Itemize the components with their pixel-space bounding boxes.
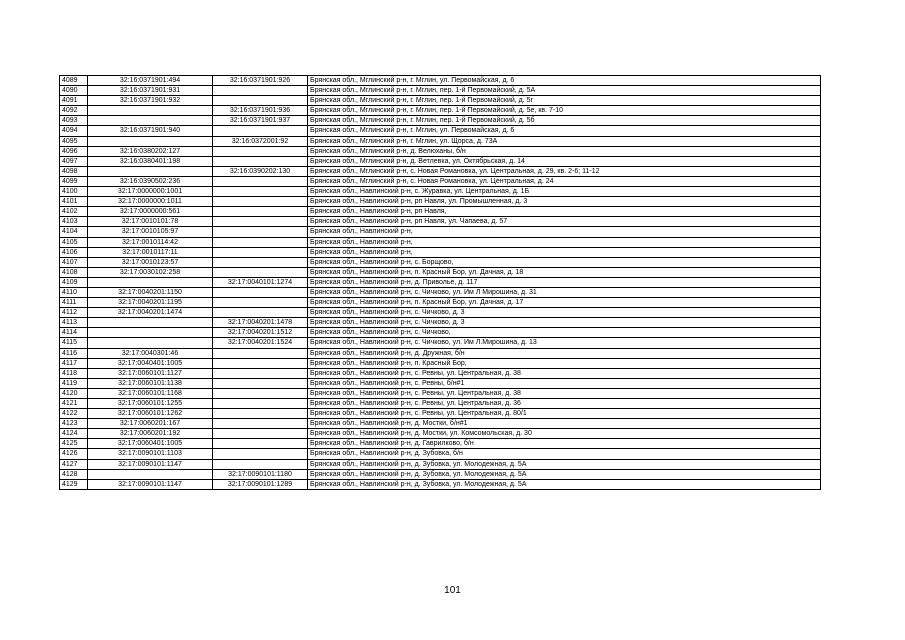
row-number-cell: 4102 (60, 207, 88, 217)
cadastral-number-secondary-cell (213, 348, 308, 358)
address-cell: Брянская обл., Навлинский р-н, с. Ревны, б/н#1 (308, 378, 821, 388)
address-cell: Брянская обл., Навлинский р-н, д. Мостки, б/н#1 (308, 419, 821, 429)
address-cell: Брянская обл., Навлинский р-н, д. Зубовка, ул. Молодежная, д. 5А (308, 479, 821, 489)
cadastral-number-secondary-cell: 32:17:0090101:1289 (213, 479, 308, 489)
address-cell: Брянская обл., Навлинский р-н, с. Ревны, ул. Центральная, д. 80/1 (308, 409, 821, 419)
cadastral-number-secondary-cell (213, 439, 308, 449)
cadastral-number-secondary-cell (213, 368, 308, 378)
row-number-cell: 4095 (60, 136, 88, 146)
address-cell: Брянская обл., Навлинский р-н, п. Красный Бор, ул. Дачная, д. 17 (308, 298, 821, 308)
table-row (60, 247, 821, 257)
table-row (60, 409, 821, 419)
cadastral-number-secondary-cell (213, 217, 308, 227)
cadastral-number-cell (88, 106, 213, 116)
cadastral-number-secondary-cell (213, 459, 308, 469)
cadastral-number-cell: 32:17:0060201:167 (88, 419, 213, 429)
address-cell: Брянская обл., Навлинский р-н, с. Ревны, ул. Центральная, д. 38 (308, 388, 821, 398)
table-row (60, 267, 821, 277)
cadastral-number-cell: 32:17:0010123:57 (88, 257, 213, 267)
row-number-cell: 4093 (60, 116, 88, 126)
cadastral-number-secondary-cell: 32:16:0371901:926 (213, 76, 308, 86)
cadastral-number-cell: 32:17:0090101:1147 (88, 479, 213, 489)
address-cell: Брянская обл., Навлинский р-н, п. Красный Бор, ул. Дачная, д. 18 (308, 267, 821, 277)
table-row (60, 156, 821, 166)
row-number-cell: 4112 (60, 308, 88, 318)
cadastral-number-cell: 32:16:0371901:931 (88, 86, 213, 96)
address-cell: Брянская обл., Навлинский р-н, д. Зубовка, ул. Молодежная, д. 5А (308, 459, 821, 469)
address-cell: Брянская обл., Мглинский р-н, д. Велюханы, б/н (308, 146, 821, 156)
address-cell: Брянская обл., Навлинский р-н, д. Приволье, д. 117 (308, 277, 821, 287)
row-number-cell: 4096 (60, 146, 88, 156)
table-row (60, 76, 821, 86)
cadastral-number-cell: 32:17:0040201:1150 (88, 287, 213, 297)
row-number-cell: 4097 (60, 156, 88, 166)
table-row (60, 399, 821, 409)
table-row (60, 479, 821, 489)
row-number-cell: 4098 (60, 166, 88, 176)
cadastral-number-secondary-cell (213, 126, 308, 136)
address-cell: Брянская обл., Мглинский р-н, с. Новая Романовка, ул. Центральная, д. 24 (308, 176, 821, 186)
cadastral-number-secondary-cell (213, 449, 308, 459)
cadastral-number-secondary-cell (213, 388, 308, 398)
row-number-cell: 4120 (60, 388, 88, 398)
row-number-cell: 4122 (60, 409, 88, 419)
cadastral-number-cell (88, 166, 213, 176)
cadastral-number-cell: 32:17:0010101:78 (88, 217, 213, 227)
cadastral-number-secondary-cell (213, 156, 308, 166)
address-cell: Брянская обл., Навлинский р-н, с. Борщово, (308, 257, 821, 267)
cadastral-number-secondary-cell (213, 96, 308, 106)
row-number-cell: 4124 (60, 429, 88, 439)
address-cell: Брянская обл., Навлинский р-н, (308, 247, 821, 257)
row-number-cell: 4129 (60, 479, 88, 489)
table-row (60, 106, 821, 116)
cadastral-number-cell: 32:17:0090101:1103 (88, 449, 213, 459)
cadastral-number-cell: 32:17:0010105:97 (88, 227, 213, 237)
row-number-cell: 4107 (60, 257, 88, 267)
row-number-cell: 4108 (60, 267, 88, 277)
address-cell: Брянская обл., Навлинский р-н, п. Красный Бор, (308, 358, 821, 368)
table-row (60, 388, 821, 398)
cadastral-number-cell: 32:17:0000000:561 (88, 207, 213, 217)
row-number-cell: 4089 (60, 76, 88, 86)
cadastral-number-cell (88, 469, 213, 479)
cadastral-number-cell (88, 136, 213, 146)
cadastral-number-secondary-cell (213, 358, 308, 368)
row-number-cell: 4106 (60, 247, 88, 257)
cadastral-number-cell: 32:17:0060201:192 (88, 429, 213, 439)
row-number-cell: 4114 (60, 328, 88, 338)
cadastral-number-secondary-cell (213, 308, 308, 318)
cadastral-number-secondary-cell: 32:17:0040101:1274 (213, 277, 308, 287)
cadastral-number-cell (88, 338, 213, 348)
cadastral-number-secondary-cell (213, 207, 308, 217)
cadastral-number-cell: 32:16:0380401:198 (88, 156, 213, 166)
address-cell: Брянская обл., Навлинский р-н, д. Гаврилково, б/н (308, 439, 821, 449)
table-row (60, 378, 821, 388)
registry-table (59, 75, 821, 490)
row-number-cell: 4123 (60, 419, 88, 429)
table-row (60, 197, 821, 207)
row-number-cell: 4127 (60, 459, 88, 469)
cadastral-number-secondary-cell (213, 86, 308, 96)
cadastral-number-cell: 32:17:0000000:1001 (88, 187, 213, 197)
cadastral-number-secondary-cell (213, 227, 308, 237)
cadastral-number-cell: 32:16:0390502:236 (88, 176, 213, 186)
address-cell: Брянская обл., Мглинский р-н, г. Мглин, пер. 1-й Первомайский, д. 5А (308, 86, 821, 96)
address-cell: Брянская обл., Навлинский р-н, д. Зубовка, ул. Молодежная, д. 5А (308, 469, 821, 479)
table-row (60, 429, 821, 439)
cadastral-number-secondary-cell (213, 399, 308, 409)
table-row (60, 368, 821, 378)
row-number-cell: 4126 (60, 449, 88, 459)
address-cell: Брянская обл., Мглинский р-н, с. Новая Романовка, ул. Центральная, д. 29, кв. 2-6; 11-12 (308, 166, 821, 176)
cadastral-number-cell: 32:16:0371901:940 (88, 126, 213, 136)
cadastral-number-cell: 32:17:0060101:1262 (88, 409, 213, 419)
address-cell: Брянская обл., Навлинский р-н, (308, 227, 821, 237)
cadastral-number-secondary-cell (213, 267, 308, 277)
cadastral-number-secondary-cell (213, 287, 308, 297)
cadastral-number-cell: 32:17:0000000:1011 (88, 197, 213, 207)
cadastral-number-secondary-cell (213, 378, 308, 388)
row-number-cell: 4092 (60, 106, 88, 116)
table-row (60, 419, 821, 429)
cadastral-number-cell (88, 277, 213, 287)
table-row (60, 449, 821, 459)
cadastral-number-secondary-cell: 32:17:0040201:1512 (213, 328, 308, 338)
address-cell: Брянская обл., Навлинский р-н, с. Чичково, ул. Им Л.Мирошина, д. 13 (308, 338, 821, 348)
cadastral-number-cell (88, 116, 213, 126)
table-row (60, 136, 821, 146)
cadastral-number-cell: 32:17:0060101:1255 (88, 399, 213, 409)
table-row (60, 166, 821, 176)
table-row (60, 176, 821, 186)
address-cell: Брянская обл., Навлинский р-н, д. Дружная, б/н (308, 348, 821, 358)
cadastral-number-cell: 32:16:0380202:127 (88, 146, 213, 156)
cadastral-number-secondary-cell: 32:16:0371901:937 (213, 116, 308, 126)
table-row (60, 469, 821, 479)
table-row (60, 187, 821, 197)
row-number-cell: 4113 (60, 318, 88, 328)
table-row (60, 308, 821, 318)
row-number-cell: 4116 (60, 348, 88, 358)
row-number-cell: 4099 (60, 176, 88, 186)
row-number-cell: 4110 (60, 287, 88, 297)
cadastral-number-cell: 32:17:0060401:1005 (88, 439, 213, 449)
cadastral-number-secondary-cell: 32:16:0372001:92 (213, 136, 308, 146)
page-number: 101 (444, 585, 461, 596)
cadastral-number-secondary-cell (213, 247, 308, 257)
table-row (60, 459, 821, 469)
address-cell: Брянская обл., Мглинский р-н, д. Ветлевка, ул. Октябрьская, д. 14 (308, 156, 821, 166)
table-row (60, 287, 821, 297)
row-number-cell: 4111 (60, 298, 88, 308)
table-row (60, 348, 821, 358)
row-number-cell: 4101 (60, 197, 88, 207)
cadastral-number-cell: 32:17:0030102:258 (88, 267, 213, 277)
table-row (60, 277, 821, 287)
table-row (60, 328, 821, 338)
address-cell: Брянская обл., Навлинский р-н, д. Мостки, ул. Комсомольская, д. 30 (308, 429, 821, 439)
address-cell: Брянская обл., Навлинский р-н, с. Чичково, д. 3 (308, 308, 821, 318)
table-row (60, 318, 821, 328)
cadastral-number-secondary-cell: 32:16:0371901:936 (213, 106, 308, 116)
table-row (60, 86, 821, 96)
address-cell: Брянская обл., Навлинский р-н, рп Навля, ул. Чапаева, д. 57 (308, 217, 821, 227)
address-cell: Брянская обл., Навлинский р-н, д. Зубовка, б/н (308, 449, 821, 459)
table-row (60, 207, 821, 217)
cadastral-number-cell: 32:17:0060101:1168 (88, 388, 213, 398)
cadastral-number-cell: 32:16:0371901:932 (88, 96, 213, 106)
table-row (60, 237, 821, 247)
table-row (60, 126, 821, 136)
row-number-cell: 4103 (60, 217, 88, 227)
table-row (60, 146, 821, 156)
row-number-cell: 4117 (60, 358, 88, 368)
table-row (60, 96, 821, 106)
address-cell: Брянская обл., Мглинский р-н, г. Мглин, ул. Первомайская, д. 6 (308, 126, 821, 136)
address-cell: Брянская обл., Навлинский р-н, с. Чичково, д. 3 (308, 318, 821, 328)
address-cell: Брянская обл., Навлинский р-н, с. Чичково, ул. Им Л Мирошина, д. 31 (308, 287, 821, 297)
address-cell: Брянская обл., Навлинский р-н, с. Ревны, ул. Центральная, д. 38 (308, 368, 821, 378)
address-cell: Брянская обл., Мглинский р-н, г. Мглин, пер. 1-й Первомайский, д. 5г (308, 96, 821, 106)
cadastral-number-cell: 32:17:0010114:42 (88, 237, 213, 247)
table-row (60, 338, 821, 348)
table-row (60, 116, 821, 126)
row-number-cell: 4118 (60, 368, 88, 378)
cadastral-number-secondary-cell (213, 197, 308, 207)
address-cell: Брянская обл., Навлинский р-н, (308, 237, 821, 247)
row-number-cell: 4091 (60, 96, 88, 106)
cadastral-number-cell: 32:17:0040201:1474 (88, 308, 213, 318)
row-number-cell: 4094 (60, 126, 88, 136)
cadastral-number-secondary-cell (213, 429, 308, 439)
table-row (60, 227, 821, 237)
address-cell: Брянская обл., Навлинский р-н, рп Навля, (308, 207, 821, 217)
table-row (60, 217, 821, 227)
cadastral-number-secondary-cell: 32:17:0090101:1180 (213, 469, 308, 479)
address-cell: Брянская обл., Навлинский р-н, с. Журавка, ул. Центральная, д. 1Б (308, 187, 821, 197)
cadastral-number-cell: 32:17:0060101:1138 (88, 378, 213, 388)
cadastral-number-secondary-cell (213, 187, 308, 197)
row-number-cell: 4100 (60, 187, 88, 197)
address-cell: Брянская обл., Мглинский р-н, г. Мглин, пер. 1-й Первомайский, д. 5б (308, 116, 821, 126)
address-cell: Брянская обл., Навлинский р-н, с. Чичково, (308, 328, 821, 338)
table-row (60, 439, 821, 449)
address-cell: Брянская обл., Мглинский р-н, г. Мглин, пер. 1-й Первомайский, д. 5е, кв. 7-10 (308, 106, 821, 116)
cadastral-number-secondary-cell: 32:17:0040201:1524 (213, 338, 308, 348)
cadastral-number-cell: 32:17:0060101:1127 (88, 368, 213, 378)
cadastral-number-secondary-cell (213, 237, 308, 247)
row-number-cell: 4090 (60, 86, 88, 96)
cadastral-number-cell: 32:16:0371901:494 (88, 76, 213, 86)
table-row (60, 298, 821, 308)
cadastral-number-secondary-cell (213, 409, 308, 419)
cadastral-number-secondary-cell (213, 298, 308, 308)
address-cell: Брянская обл., Навлинский р-н, рп Навля, ул. Промышленная, д. 3 (308, 197, 821, 207)
cadastral-number-cell (88, 328, 213, 338)
row-number-cell: 4104 (60, 227, 88, 237)
registry-table-body (60, 76, 821, 490)
address-cell: Брянская обл., Мглинский р-н, г. Мглин, ул. Щорса, д. 73А (308, 136, 821, 146)
address-cell: Брянская обл., Навлинский р-н, с. Ревны, ул. Центральная, д. 36 (308, 399, 821, 409)
cadastral-number-cell: 32:17:0040301:46 (88, 348, 213, 358)
cadastral-number-cell: 32:17:0010117:11 (88, 247, 213, 257)
cadastral-number-secondary-cell (213, 176, 308, 186)
row-number-cell: 4109 (60, 277, 88, 287)
cadastral-number-cell: 32:17:0040201:1195 (88, 298, 213, 308)
row-number-cell: 4125 (60, 439, 88, 449)
cadastral-number-secondary-cell: 32:17:0040201:1478 (213, 318, 308, 328)
table-row (60, 257, 821, 267)
cadastral-number-secondary-cell: 32:16:0390202:130 (213, 166, 308, 176)
cadastral-number-secondary-cell (213, 419, 308, 429)
row-number-cell: 4121 (60, 399, 88, 409)
row-number-cell: 4128 (60, 469, 88, 479)
cadastral-number-secondary-cell (213, 257, 308, 267)
cadastral-number-cell (88, 318, 213, 328)
row-number-cell: 4115 (60, 338, 88, 348)
row-number-cell: 4105 (60, 237, 88, 247)
cadastral-number-cell: 32:17:0090101:1147 (88, 459, 213, 469)
cadastral-number-secondary-cell (213, 146, 308, 156)
table-row (60, 358, 821, 368)
address-cell: Брянская обл., Мглинский р-н, г. Мглин, ул. Первомайская, д. 6 (308, 76, 821, 86)
cadastral-number-cell: 32:17:0040401:1005 (88, 358, 213, 368)
row-number-cell: 4119 (60, 378, 88, 388)
